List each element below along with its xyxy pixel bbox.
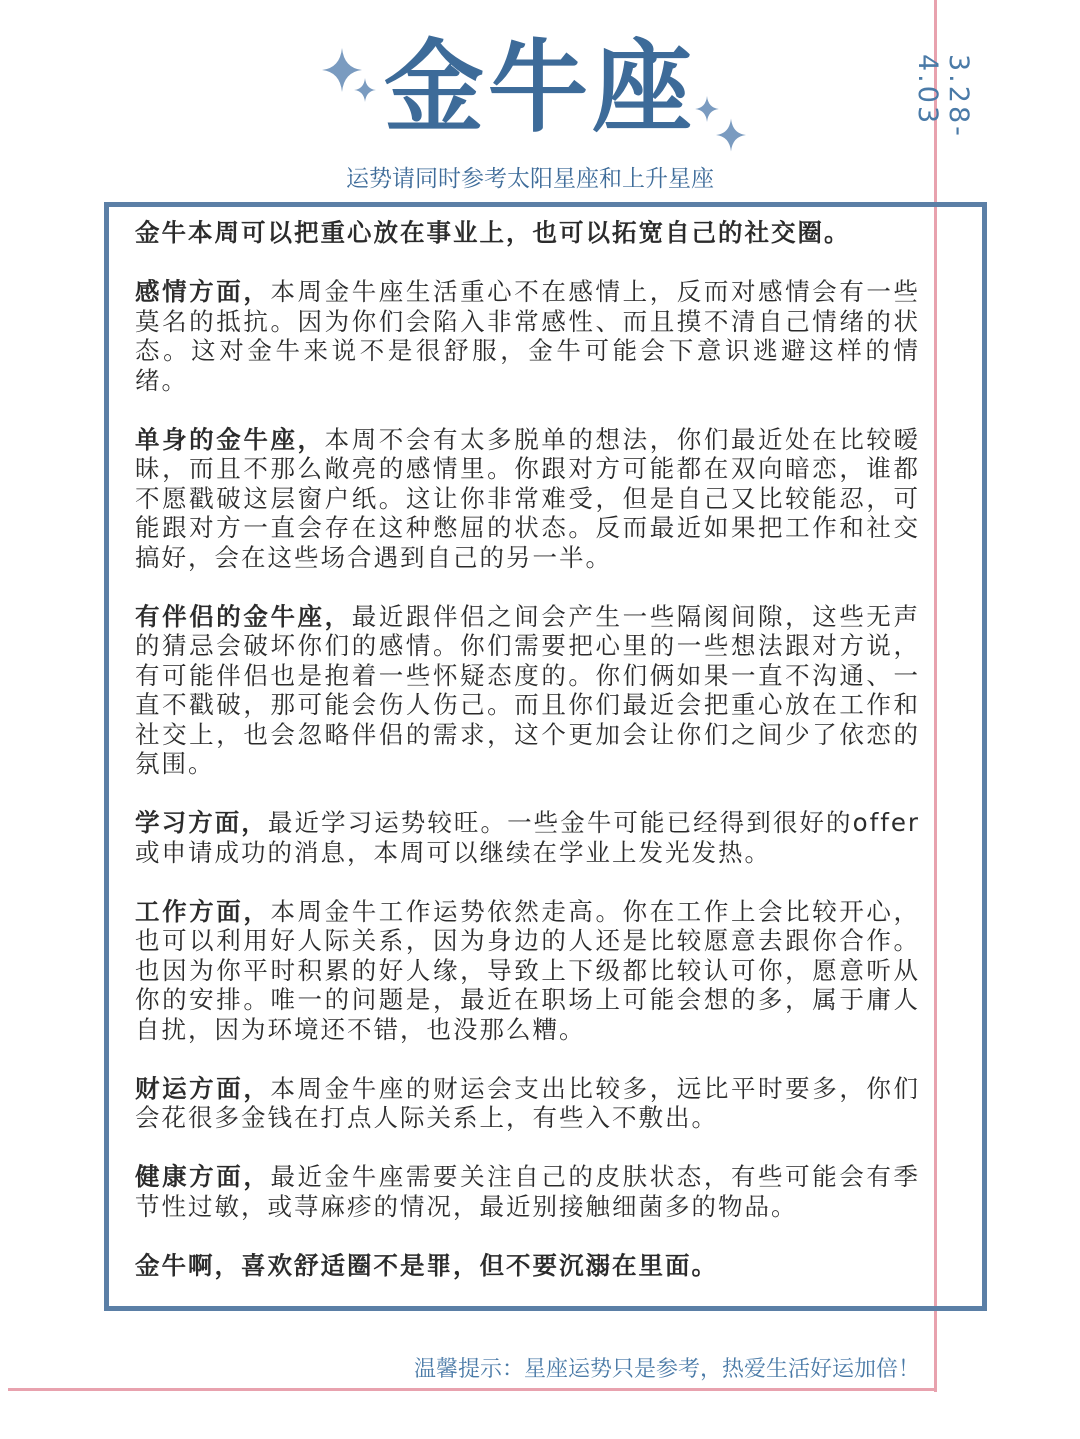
sparkle-right-large-icon <box>716 118 746 152</box>
section-partnered <box>135 602 920 779</box>
section-text: 最近金牛座需要关注自己的皮肤状态，有些可能会有季节性过敏，或荨麻疹的情况，最近别接触细菌多的物品。 <box>135 1162 921 1221</box>
section-heading: 学习方面， <box>135 808 268 837</box>
section-heading: 感情方面， <box>135 277 271 306</box>
section-heading: 财运方面， <box>135 1073 271 1103</box>
closing-line: 金牛啊，喜欢舒适圈不是罪，但不要沉溺在里面。 <box>135 1250 718 1280</box>
page-title: 金牛座 <box>384 29 696 146</box>
section-health <box>135 1162 920 1221</box>
footer-tip: 温馨提示：星座运势只是参考，热爱生活好运加倍！ <box>413 1357 920 1382</box>
section-heading: 单身的金牛座， <box>135 424 325 454</box>
section-work <box>135 897 920 1045</box>
pink-horizontal-rule <box>8 1388 937 1391</box>
date-range: 3.28-4.03 <box>912 54 974 139</box>
section-text: 本周金牛座生活重心不在感情上，反而对感情会有一些莫名的抵抗。因为你们会陷入非常感性、而且摸不清自己情绪的状态。这对金牛来说不是很舒服，金牛可能会下意识逃避这样的情绪。 <box>135 277 921 395</box>
section-heading: 健康方面， <box>135 1162 271 1191</box>
section-text: 本周金牛座的财运会支出比较多，远比平时要多，你们会花很多金钱在打点人际关系上，有些入不敷出。 <box>135 1073 921 1132</box>
section-text: 本周金牛工作运势依然走高。你在工作上会比较开心，也可以利用好人际关系，因为身边的人还是比较愿意去跟你合作。也因为你平时积累的好人缘，导致上下级都比较认可你，愿意听从你的安排。唯一的问题是，最近在职场上可能会想的多，属于庸人自扰，因为环境还不错，也没那么糟。 <box>135 896 921 1044</box>
section-heading: 有伴侣的金牛座， <box>135 601 352 631</box>
section-emotion <box>135 277 920 395</box>
section-study <box>135 808 920 867</box>
section-wealth <box>135 1074 920 1133</box>
intro-line: 金牛本周可以把重心放在事业上，也可以拓宽自己的社交圈。 <box>135 218 851 247</box>
section-text: 最近学习运势较旺。一些金牛可能已经得到很好的offer或申请成功的消息，本周可以继续在学业上发光发热。 <box>135 808 920 867</box>
section-heading: 工作方面， <box>135 896 271 926</box>
section-text: 本周不会有太多脱单的想法，你们最近处在比较暧昧，而且不那么敞亮的感情里。你跟对方可能都在双向暗恋，谁都不愿戳破这层窗户纸。这让你非常难受，但是自己又比较能忍，可能跟对方一直会存在这种憋屈的状态。反而最近如果把工作和社交搞好，会在这些场合遇到自己的另一半。 <box>135 424 920 572</box>
subtitle: 运势请同时参考太阳星座和上升星座 <box>346 166 714 192</box>
horoscope-content <box>135 218 920 1310</box>
section-single <box>135 425 920 573</box>
section-text: 最近跟伴侣之间会产生一些隔阂间隙，这些无声的猜忌会破坏你们的感情。你们需要把心里的一些想法跟对方说，有可能伴侣也是抱着一些怀疑态度的。你们俩如果一直不沟通、一直不戳破，那可能会伤人伤己。而且你们最近会把重心放在工作和社交上，也会忽略伴侣的需求，这个更加会让你们之间少了依恋的氛围。 <box>135 601 921 778</box>
